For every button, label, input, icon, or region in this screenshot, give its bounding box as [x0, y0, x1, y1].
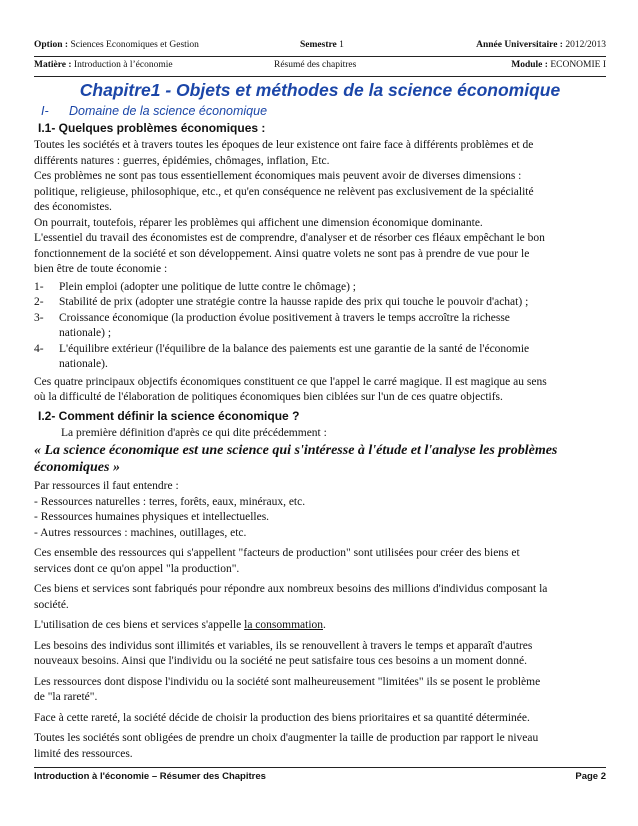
- quote-line: économiques »: [34, 460, 120, 475]
- objectives-list: [34, 280, 606, 373]
- module-label: Module :: [511, 60, 548, 70]
- header-divider-1: [34, 56, 606, 57]
- text-line: politique, religieuse, philosophique, etc., et qu'en conséquence ne relèvent pas exclusivement de la spécialité: [34, 185, 534, 198]
- definition-quote: [34, 442, 606, 476]
- list-item: [34, 342, 606, 373]
- page: [34, 40, 606, 762]
- header-divider-2: [34, 76, 606, 77]
- semestre-label: Semestre: [300, 40, 337, 50]
- text-line: bien être de toute économie :: [34, 263, 168, 275]
- text-line: Ces quatre principaux objectifs économiques constituent ce que l'appel le carré magique. Il est magique au sens: [34, 375, 547, 388]
- header-annee: [476, 40, 606, 50]
- text-line: - Ressources naturelles : terres, forêts, eaux, minéraux, etc.: [34, 495, 306, 508]
- paragraph-factors: [34, 546, 606, 577]
- text-line: société.: [34, 598, 69, 611]
- section-title: Domaine de la science économique: [69, 104, 268, 118]
- header-row-1: [34, 40, 606, 54]
- subsection-heading-1: I.1- Quelques problèmes économiques :: [38, 121, 266, 135]
- list-number: 4-: [34, 342, 44, 355]
- text-line: Ces biens et services sont fabriqués pour répondre aux nombreux besoins des millions d'individus composant la: [34, 583, 548, 595]
- header-matiere: [34, 60, 173, 70]
- text-line: Toutes les sociétés sont obligées de prendre un choix d'augmenter la taille de production par rapport le niveau: [34, 732, 539, 744]
- list-text: Stabilité de prix (adopter une stratégie contre la hausse rapide des prix qui touche le pouvoir d'achat) ;: [59, 296, 529, 308]
- text-line: limité des ressources.: [34, 747, 133, 760]
- paragraph-choice: [34, 711, 606, 727]
- text-line: Toutes les sociétés et à travers toutes les époques de leur existence ont faire face à différents problèmes et de: [34, 139, 534, 151]
- text-line: différents natures : guerres, épidémies, chômages, inflation, Etc.: [34, 154, 330, 167]
- text-line: Ces ensemble des ressources qui s'appellent "facteurs de production" sont utilisées pour créer des biens et: [34, 547, 520, 559]
- page-number: Page 2: [575, 771, 606, 782]
- text-line: fonctionnement de la société et son développement. Ainsi quatre volets ne sont pas à prendre de vue pour le: [34, 247, 530, 260]
- quote-line: « La science économique est une science qui s'intéresse à l'étude et l'analyse les problèmes: [34, 443, 558, 458]
- paragraph-intro: [34, 138, 606, 278]
- text-line: - Ressources humaines physiques et intellectuelles.: [34, 511, 270, 523]
- text-line: - Autres ressources : machines, outillages, etc.: [34, 526, 247, 539]
- list-number: 1-: [34, 280, 44, 293]
- list-number: 2-: [34, 296, 44, 308]
- paragraph-production: [34, 731, 606, 762]
- resources-list: [34, 479, 606, 541]
- header-module: [511, 60, 606, 70]
- list-item: [34, 311, 606, 342]
- list-number: 3-: [34, 311, 44, 324]
- text-line: L'essentiel du travail des économistes est de comprendre, d'analyser et de résorber ces fléaux empêchant le bon: [34, 232, 545, 244]
- header-resume: Résumé des chapitres: [274, 60, 357, 70]
- text-fragment: L'utilisation de ces biens et services s'appelle: [34, 619, 245, 631]
- chapter-title: Chapitre1 - Objets et méthodes de la science économique: [79, 80, 561, 100]
- text-line: services dont ce qu'on appel "la production".: [34, 562, 240, 575]
- text-line: Les ressources dont dispose l'individu ou la société sont malheureusement "limitées" ils se posent le problème: [34, 675, 541, 688]
- option-label: Option :: [34, 40, 69, 50]
- header-semestre: [300, 40, 344, 50]
- text-line: des économistes.: [34, 201, 112, 213]
- footer-title: Introduction à l'économie – Résumer des Chapitres: [34, 771, 266, 782]
- matiere-label: Matière :: [34, 60, 72, 70]
- text-line: Face à cette rareté, la société décide de choisir la production des biens prioritaires et sa quantité déterminée.: [34, 711, 530, 724]
- text-line: Ces problèmes ne sont pas tous essentiellement économiques mais peuvent avoir de diverses dimensions :: [34, 170, 522, 182]
- section-heading: [41, 104, 606, 118]
- text-line: Par ressources il faut entendre :: [34, 480, 179, 492]
- list-text: Croissance économique (la production évolue positivement à travers le temps accroître la richesse: [59, 311, 510, 324]
- subsection-heading-2: I.2- Comment définir la science économique ?: [38, 408, 300, 423]
- annee-label: Année Universitaire :: [476, 40, 563, 50]
- text-line: Les besoins des individus sont illimités et variables, ils se renouvellent à travers le temps et apparaît d'autres: [34, 639, 533, 652]
- paragraph-magic-square: [34, 375, 606, 406]
- option-value: Sciences Economiques et Gestion: [70, 40, 199, 50]
- list-item: [34, 280, 606, 296]
- text-line: de "la rareté".: [34, 691, 98, 703]
- annee-value: 2012/2013: [565, 40, 606, 50]
- matiere-value: Introduction à l’économie: [73, 60, 173, 70]
- semestre-value: 1: [339, 40, 344, 50]
- paragraph-needs: [34, 639, 606, 670]
- list-text: L'équilibre extérieur (l'équilibre de la balance des paiements est une garantie de la santé de l'économie: [59, 342, 530, 355]
- list-item: [34, 295, 606, 311]
- header-option: [34, 40, 199, 50]
- paragraph-goods: [34, 582, 606, 613]
- list-text: nationale) ;: [59, 327, 112, 339]
- page-footer: [34, 767, 606, 782]
- text-line: On pourrait, toutefois, réparer les problèmes qui affichent une dimension économique dominante.: [34, 216, 483, 229]
- text-line: où la difficulté de l'élaboration de politiques économiques bien ciblées sur l'un de ces quatre objectifs.: [34, 391, 503, 403]
- text-fragment: .: [323, 619, 326, 631]
- list-text: nationale).: [59, 358, 108, 370]
- module-value: ECONOMIE I: [550, 60, 606, 70]
- paragraph-scarcity: [34, 675, 606, 706]
- header-row-2: [34, 60, 606, 74]
- section-number: I-: [41, 104, 49, 118]
- text-line: nouveaux besoins. Ainsi que l'individu ou la société ne peut satisfaire tous ces besoins a un moment donné.: [34, 655, 527, 667]
- list-text: Plein emploi (adopter une politique de lutte contre le chômage) ;: [59, 280, 356, 293]
- definition-intro: La première définition d'après ce qui dite précédemment :: [61, 426, 327, 439]
- paragraph-consumption: [34, 618, 606, 634]
- consumption-term: la consommation: [244, 619, 324, 631]
